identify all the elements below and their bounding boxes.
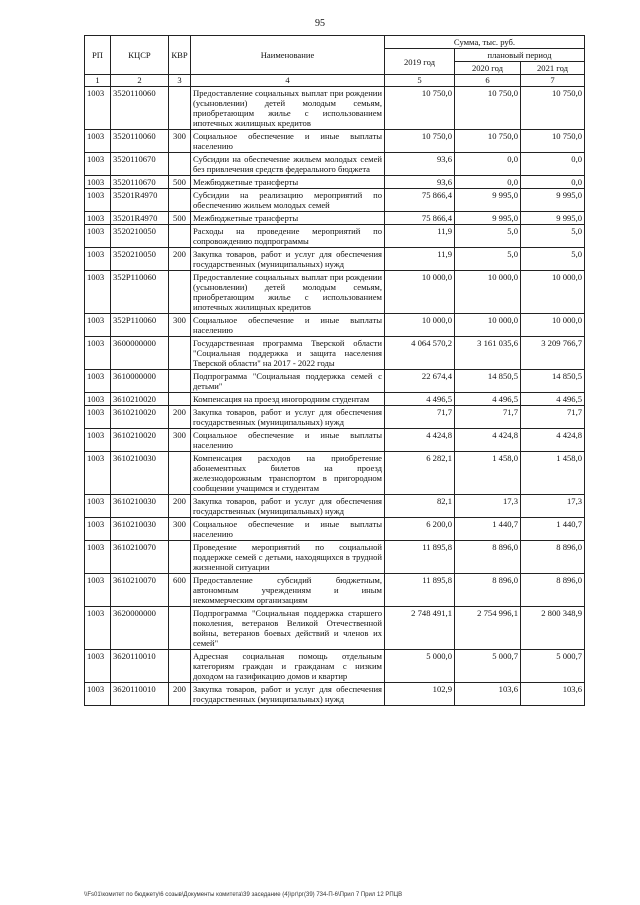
table-row (85, 225, 585, 248)
cell-rp: 1003 (85, 130, 111, 153)
cell-rp: 1003 (85, 176, 111, 189)
column-index-row (85, 75, 585, 87)
cell-name: Подпрограмма "Социальная поддержка старшего поколения, ветеранов Великой Отечественной войны, ветеранов боевых действий и членов их семей" (191, 607, 385, 650)
cell-kcsr: 3520210050 (111, 248, 169, 271)
cell-amount-2019: 75 866,4 (385, 212, 455, 225)
table-row (85, 176, 585, 189)
index-cell: 5 (385, 75, 455, 87)
cell-kcsr: 3520110060 (111, 87, 169, 130)
cell-kvr: 200 (169, 248, 191, 271)
cell-kcsr: 3520110670 (111, 176, 169, 189)
cell-name: Подпрограмма "Социальная поддержка семей с детьми" (191, 370, 385, 393)
cell-rp: 1003 (85, 248, 111, 271)
cell-name: Государственная программа Тверской области "Социальная поддержка и защита населения Тверской области" на 2017 - 2022 годы (191, 337, 385, 370)
cell-amount-2021: 14 850,5 (521, 370, 585, 393)
cell-kvr: 300 (169, 429, 191, 452)
cell-name: Предоставление социальных выплат при рождении (усыновлении) детей молодым семьям, приобретающим жилье с использованием ипотечных жилищных кредитов (191, 87, 385, 130)
cell-amount-2019: 71,7 (385, 406, 455, 429)
cell-name: Проведение мероприятий по социальной поддержке семей с детьми, находящихся в трудной жизненной ситуации (191, 541, 385, 574)
cell-kvr (169, 337, 191, 370)
cell-amount-2019: 11,9 (385, 225, 455, 248)
cell-amount-2020: 17,3 (455, 495, 521, 518)
header-rp: РП (85, 36, 111, 75)
cell-amount-2019: 10 000,0 (385, 314, 455, 337)
cell-kvr (169, 650, 191, 683)
cell-amount-2020: 5,0 (455, 248, 521, 271)
cell-kvr (169, 87, 191, 130)
cell-amount-2019: 11 895,8 (385, 541, 455, 574)
cell-amount-2020: 10 000,0 (455, 271, 521, 314)
table-row (85, 518, 585, 541)
cell-rp: 1003 (85, 189, 111, 212)
cell-kcsr: 3620110010 (111, 650, 169, 683)
cell-amount-2021: 17,3 (521, 495, 585, 518)
cell-kcsr: 35201R4970 (111, 212, 169, 225)
cell-amount-2020: 103,6 (455, 683, 521, 706)
cell-name: Межбюджетные трансферты (191, 176, 385, 189)
file-path-footer: \\Fs01\комитет по бюджету\6 созыв\Документы комитета\39 заседание (4)\рг\рг(39) 734-П-6\Прил 7 Прил 12 РПЦВ (84, 892, 403, 898)
cell-kcsr: 3610000000 (111, 370, 169, 393)
table-row (85, 271, 585, 314)
cell-kcsr: 352P110060 (111, 271, 169, 314)
cell-amount-2019: 4 064 570,2 (385, 337, 455, 370)
cell-rp: 1003 (85, 337, 111, 370)
cell-amount-2020: 5,0 (455, 225, 521, 248)
table-row (85, 212, 585, 225)
cell-kvr (169, 153, 191, 176)
cell-name: Расходы на проведение мероприятий по сопровождению подпрограммы (191, 225, 385, 248)
cell-rp: 1003 (85, 406, 111, 429)
cell-amount-2021: 10 000,0 (521, 271, 585, 314)
cell-amount-2019: 82,1 (385, 495, 455, 518)
cell-kvr: 500 (169, 176, 191, 189)
cell-amount-2021: 1 440,7 (521, 518, 585, 541)
cell-name: Адресная социальная помощь отдельным категориям граждан и гражданам с низким доходом на газификацию домов и квартир (191, 650, 385, 683)
table-row (85, 574, 585, 607)
cell-kvr: 200 (169, 683, 191, 706)
table-row (85, 337, 585, 370)
cell-kcsr: 3610210020 (111, 406, 169, 429)
cell-kvr: 200 (169, 406, 191, 429)
cell-amount-2021: 10 000,0 (521, 314, 585, 337)
cell-amount-2019: 11 895,8 (385, 574, 455, 607)
cell-amount-2019: 93,6 (385, 153, 455, 176)
cell-amount-2020: 5 000,7 (455, 650, 521, 683)
table-row (85, 683, 585, 706)
cell-kcsr: 3610210020 (111, 393, 169, 406)
cell-amount-2019: 22 674,4 (385, 370, 455, 393)
table-row (85, 248, 585, 271)
cell-rp: 1003 (85, 495, 111, 518)
table-row (85, 189, 585, 212)
cell-amount-2021: 5 000,7 (521, 650, 585, 683)
header-sum: Сумма, тыс. руб. (385, 36, 585, 49)
cell-rp: 1003 (85, 314, 111, 337)
cell-amount-2020: 9 995,0 (455, 212, 521, 225)
cell-name: Субсидии на обеспечение жильем молодых семей без привлечения средств федерального бюджета (191, 153, 385, 176)
cell-amount-2020: 4 424,8 (455, 429, 521, 452)
cell-amount-2020: 8 896,0 (455, 574, 521, 607)
index-cell: 3 (169, 75, 191, 87)
table-body (85, 87, 585, 706)
index-cell: 4 (191, 75, 385, 87)
cell-amount-2019: 93,6 (385, 176, 455, 189)
cell-kvr: 300 (169, 130, 191, 153)
cell-amount-2019: 6 200,0 (385, 518, 455, 541)
cell-kcsr: 3610210070 (111, 574, 169, 607)
cell-kcsr: 3620110010 (111, 683, 169, 706)
cell-amount-2021: 71,7 (521, 406, 585, 429)
cell-kcsr: 3610210070 (111, 541, 169, 574)
cell-name: Социальное обеспечение и иные выплаты населению (191, 518, 385, 541)
cell-rp: 1003 (85, 650, 111, 683)
cell-amount-2019: 5 000,0 (385, 650, 455, 683)
cell-amount-2019: 10 000,0 (385, 271, 455, 314)
table-row (85, 452, 585, 495)
cell-amount-2020: 8 896,0 (455, 541, 521, 574)
cell-rp: 1003 (85, 393, 111, 406)
cell-amount-2019: 10 750,0 (385, 130, 455, 153)
cell-amount-2019: 102,9 (385, 683, 455, 706)
table-row (85, 314, 585, 337)
header-kvr: КВР (169, 36, 191, 75)
cell-amount-2020: 71,7 (455, 406, 521, 429)
budget-table (84, 35, 585, 706)
header-name: Наименование (191, 36, 385, 75)
cell-rp: 1003 (85, 153, 111, 176)
cell-amount-2021: 3 209 766,7 (521, 337, 585, 370)
cell-kcsr: 352P110060 (111, 314, 169, 337)
cell-amount-2020: 0,0 (455, 153, 521, 176)
cell-kvr (169, 452, 191, 495)
cell-amount-2020: 9 995,0 (455, 189, 521, 212)
table-row (85, 370, 585, 393)
cell-amount-2021: 8 896,0 (521, 541, 585, 574)
table-row (85, 87, 585, 130)
cell-kcsr: 3520210050 (111, 225, 169, 248)
index-cell: 2 (111, 75, 169, 87)
cell-amount-2021: 8 896,0 (521, 574, 585, 607)
cell-kcsr: 3600000000 (111, 337, 169, 370)
cell-name: Закупка товаров, работ и услуг для обеспечения государственных (муниципальных) нужд (191, 406, 385, 429)
cell-rp: 1003 (85, 212, 111, 225)
cell-amount-2019: 75 866,4 (385, 189, 455, 212)
cell-amount-2020: 10 000,0 (455, 314, 521, 337)
cell-rp: 1003 (85, 574, 111, 607)
index-cell: 1 (85, 75, 111, 87)
cell-amount-2021: 2 800 348,9 (521, 607, 585, 650)
index-cell: 7 (521, 75, 585, 87)
cell-rp: 1003 (85, 541, 111, 574)
header-plan-period: плановый период (455, 49, 585, 62)
cell-kvr (169, 189, 191, 212)
cell-amount-2019: 4 424,8 (385, 429, 455, 452)
cell-amount-2021: 9 995,0 (521, 212, 585, 225)
cell-amount-2020: 4 496,5 (455, 393, 521, 406)
cell-amount-2021: 10 750,0 (521, 130, 585, 153)
cell-amount-2019: 11,9 (385, 248, 455, 271)
cell-rp: 1003 (85, 452, 111, 495)
cell-name: Субсидии на реализацию мероприятий по обеспечению жильем молодых семей (191, 189, 385, 212)
cell-amount-2019: 6 282,1 (385, 452, 455, 495)
table-row (85, 607, 585, 650)
header-2019: 2019 год (385, 49, 455, 75)
cell-amount-2019: 4 496,5 (385, 393, 455, 406)
cell-name: Компенсация на проезд иногородним студентам (191, 393, 385, 406)
cell-rp: 1003 (85, 518, 111, 541)
cell-rp: 1003 (85, 429, 111, 452)
cell-amount-2020: 10 750,0 (455, 130, 521, 153)
index-cell: 6 (455, 75, 521, 87)
cell-amount-2020: 1 458,0 (455, 452, 521, 495)
table-row (85, 153, 585, 176)
header-2021: 2021 год (521, 62, 585, 75)
cell-name: Социальное обеспечение и иные выплаты населению (191, 314, 385, 337)
table-row (85, 130, 585, 153)
table-row (85, 650, 585, 683)
table-row (85, 429, 585, 452)
cell-kcsr: 3610210020 (111, 429, 169, 452)
page-number: 95 (315, 18, 325, 29)
cell-amount-2021: 9 995,0 (521, 189, 585, 212)
cell-amount-2021: 1 458,0 (521, 452, 585, 495)
cell-amount-2021: 4 496,5 (521, 393, 585, 406)
cell-amount-2020: 0,0 (455, 176, 521, 189)
cell-rp: 1003 (85, 225, 111, 248)
cell-name: Социальное обеспечение и иные выплаты населению (191, 429, 385, 452)
cell-kvr (169, 370, 191, 393)
cell-kcsr: 3520110670 (111, 153, 169, 176)
cell-rp: 1003 (85, 370, 111, 393)
cell-kvr: 200 (169, 495, 191, 518)
cell-kvr: 500 (169, 212, 191, 225)
cell-kvr: 600 (169, 574, 191, 607)
cell-kvr: 300 (169, 518, 191, 541)
table-row (85, 541, 585, 574)
cell-amount-2021: 4 424,8 (521, 429, 585, 452)
cell-name: Предоставление субсидий бюджетным, автономным учреждениям и иным некоммерческим организациям (191, 574, 385, 607)
cell-name: Закупка товаров, работ и услуг для обеспечения государственных (муниципальных) нужд (191, 495, 385, 518)
cell-kcsr: 3520110060 (111, 130, 169, 153)
cell-name: Межбюджетные трансферты (191, 212, 385, 225)
cell-amount-2021: 0,0 (521, 153, 585, 176)
cell-amount-2019: 10 750,0 (385, 87, 455, 130)
cell-kvr (169, 541, 191, 574)
header-2020: 2020 год (455, 62, 521, 75)
cell-kcsr: 3610210030 (111, 518, 169, 541)
cell-amount-2021: 5,0 (521, 248, 585, 271)
header-kcsr: КЦСР (111, 36, 169, 75)
cell-kcsr: 3610210030 (111, 452, 169, 495)
cell-amount-2021: 0,0 (521, 176, 585, 189)
table-row (85, 406, 585, 429)
cell-kcsr: 35201R4970 (111, 189, 169, 212)
cell-name: Предоставление социальных выплат при рождении (усыновлении) детей молодым семьям, приобретающим жилье с использованием ипотечных жилищных кредитов (191, 271, 385, 314)
cell-amount-2020: 1 440,7 (455, 518, 521, 541)
cell-kcsr: 3610210030 (111, 495, 169, 518)
cell-kcsr: 3620000000 (111, 607, 169, 650)
cell-amount-2020: 2 754 996,1 (455, 607, 521, 650)
cell-name: Закупка товаров, работ и услуг для обеспечения государственных (муниципальных) нужд (191, 248, 385, 271)
cell-amount-2021: 5,0 (521, 225, 585, 248)
cell-kvr (169, 607, 191, 650)
cell-rp: 1003 (85, 271, 111, 314)
cell-kvr: 300 (169, 314, 191, 337)
cell-name: Закупка товаров, работ и услуг для обеспечения государственных (муниципальных) нужд (191, 683, 385, 706)
table-row (85, 393, 585, 406)
cell-amount-2020: 10 750,0 (455, 87, 521, 130)
cell-rp: 1003 (85, 607, 111, 650)
cell-rp: 1003 (85, 87, 111, 130)
cell-amount-2021: 10 750,0 (521, 87, 585, 130)
cell-amount-2021: 103,6 (521, 683, 585, 706)
cell-amount-2019: 2 748 491,1 (385, 607, 455, 650)
cell-kvr (169, 225, 191, 248)
cell-name: Социальное обеспечение и иные выплаты населению (191, 130, 385, 153)
cell-amount-2020: 14 850,5 (455, 370, 521, 393)
cell-amount-2020: 3 161 035,6 (455, 337, 521, 370)
cell-kvr (169, 393, 191, 406)
cell-kvr (169, 271, 191, 314)
cell-name: Компенсация расходов на приобретение абонементных билетов на проезд железнодорожным транспортом в пригородном сообщении учащимся и студентам (191, 452, 385, 495)
table-row (85, 495, 585, 518)
cell-rp: 1003 (85, 683, 111, 706)
